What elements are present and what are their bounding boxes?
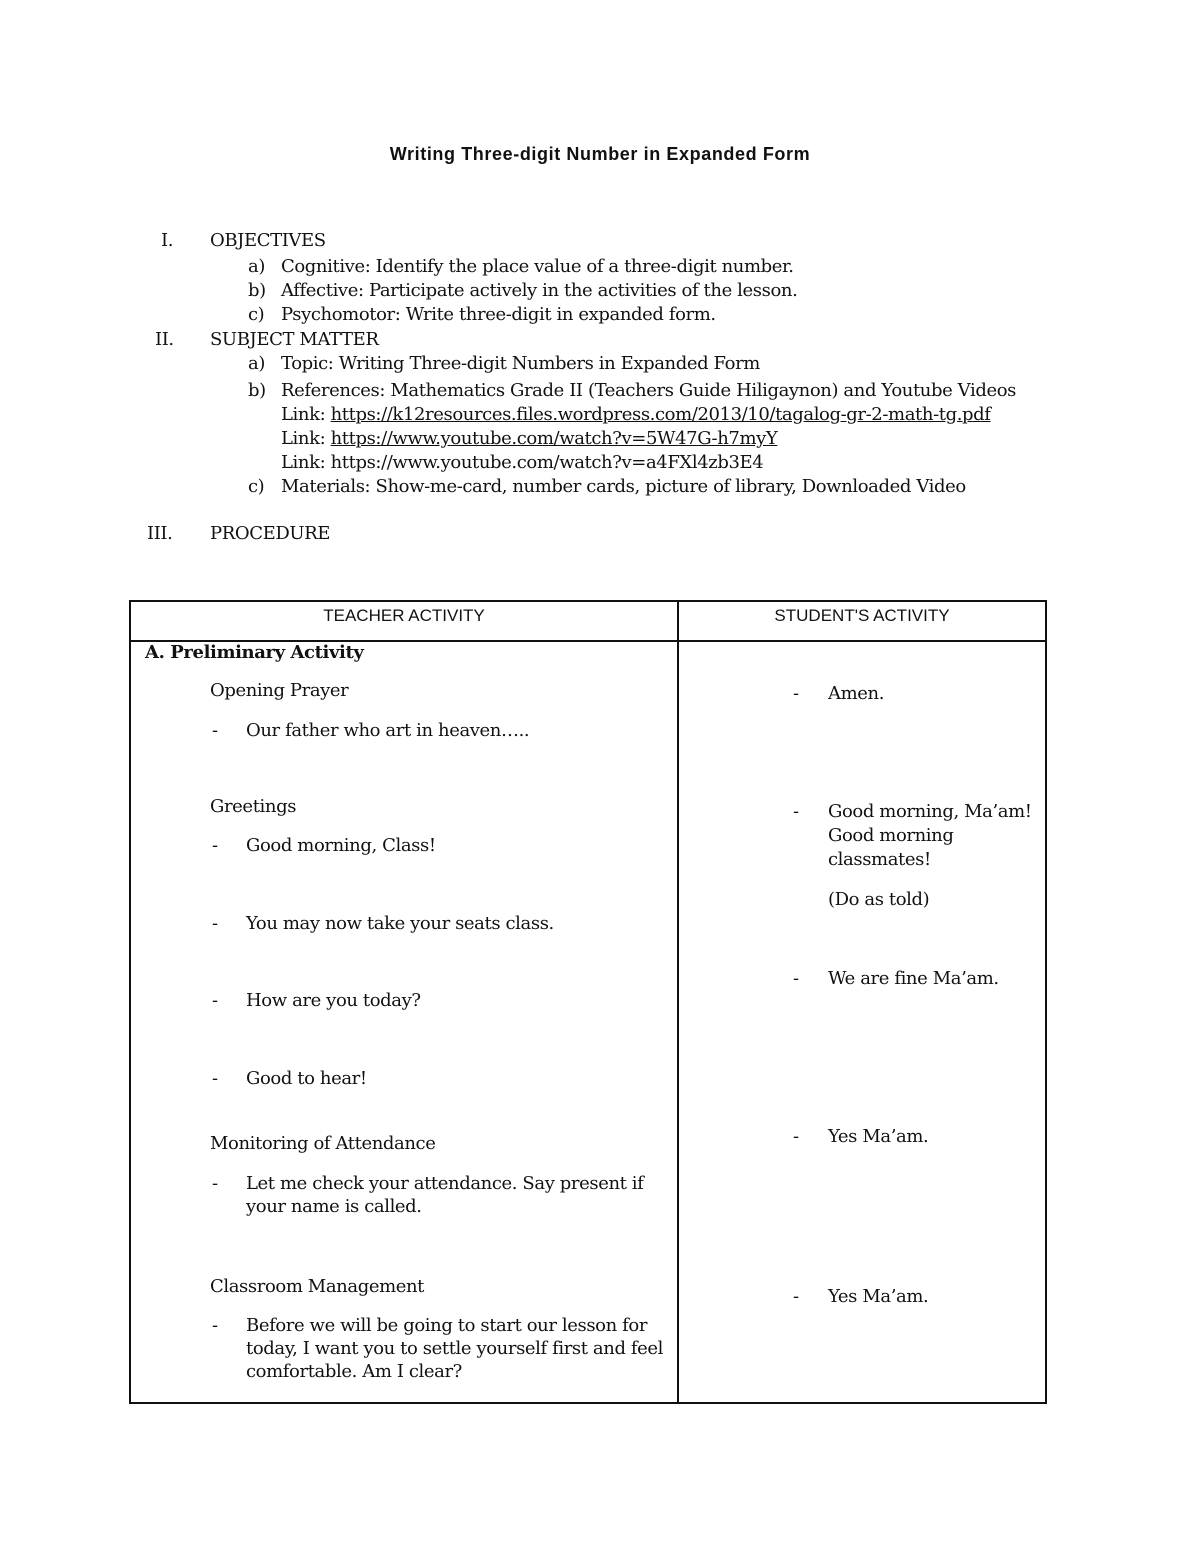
objective-marker-b: b) [248, 280, 266, 301]
section-heading-objectives: OBJECTIVES [210, 230, 326, 251]
section-numeral-subject-matter: II. [155, 329, 174, 350]
dash-marker: - [793, 801, 799, 822]
tg-pdf-link[interactable]: https://k12resources.files.wordpress.com/2013/10/tagalog-gr-2-math-tg.pdf [330, 404, 991, 425]
subject-marker-a: a) [248, 353, 265, 374]
header-teacher-activity: TEACHER ACTIVITY [323, 606, 485, 625]
subject-marker-b: b) [248, 380, 266, 401]
dash-marker: - [212, 990, 218, 1011]
objective-marker-c: c) [248, 304, 265, 325]
subject-materials: Materials: Show-me-card, number cards, picture of library, Downloaded Video [281, 476, 966, 497]
objective-psychomotor: Psychomotor: Write three-digit in expanded form. [281, 304, 716, 325]
preliminary-activity-heading: A. Preliminary Activity [145, 642, 364, 663]
greet-class-line: Good morning, Class! [246, 835, 436, 856]
classroom-management-item: Classroom Management [210, 1276, 425, 1297]
student-yes-management: Yes Ma’am. [828, 1286, 929, 1307]
section-numeral-objectives: I. [161, 230, 174, 251]
student-greet-line-1: Good morning, Ma’am! [828, 801, 1032, 822]
section-heading-subject-matter: SUBJECT MATTER [210, 329, 379, 350]
link-prefix: Link: [281, 428, 331, 449]
subject-marker-c: c) [248, 476, 265, 497]
section-heading-procedure: PROCEDURE [210, 523, 331, 544]
dash-marker: - [212, 1173, 218, 1194]
dash-marker: - [212, 913, 218, 934]
attendance-item: Monitoring of Attendance [210, 1133, 436, 1154]
opening-prayer-item: Opening Prayer [210, 680, 349, 701]
attendance-line-2: your name is called. [246, 1196, 422, 1217]
greetings-item: Greetings [210, 796, 297, 817]
attendance-line-1: Let me check your attendance. Say present if [246, 1173, 644, 1194]
student-yes-attendance: Yes Ma’am. [828, 1126, 929, 1147]
dash-marker: - [212, 720, 218, 741]
dash-marker: - [793, 1126, 799, 1147]
management-line-1: Before we will be going to start our lesson for [246, 1315, 648, 1336]
objective-cognitive: Cognitive: Identify the place value of a three-digit number. [281, 256, 794, 277]
how-are-you-line: How are you today? [246, 990, 421, 1011]
reference-link-1 [281, 404, 991, 425]
dash-marker: - [793, 1286, 799, 1307]
dash-marker: - [793, 968, 799, 989]
document-title: Writing Three-digit Number in Expanded Form [389, 144, 811, 164]
dash-marker: - [212, 1068, 218, 1089]
subject-references: References: Mathematics Grade II (Teachers Guide Hiligaynon) and Youtube Videos [281, 380, 1016, 401]
dash-marker: - [212, 1315, 218, 1336]
header-student-activity: STUDENT'S ACTIVITY [774, 606, 950, 625]
reference-link-2 [281, 428, 777, 449]
youtube-link-1[interactable]: https://www.youtube.com/watch?v=5W47G-h7myY [330, 428, 778, 449]
student-do-as-told: (Do as told) [828, 889, 930, 910]
student-amen: Amen. [828, 683, 885, 704]
subject-topic: Topic: Writing Three-digit Numbers in Expanded Form [281, 353, 760, 374]
student-greet-line-2: Good morning [828, 825, 954, 846]
take-seats-line: You may now take your seats class. [246, 913, 554, 934]
link-prefix: Link: [281, 452, 331, 473]
column-divider [677, 602, 679, 1402]
objective-marker-a: a) [248, 256, 265, 277]
link-prefix: Link: [281, 404, 331, 425]
youtube-link-2: https://www.youtube.com/watch?v=a4FXl4zb3E4 [330, 452, 764, 473]
good-to-hear-line: Good to hear! [246, 1068, 367, 1089]
student-fine: We are fine Ma’am. [828, 968, 999, 989]
student-greet-line-3: classmates! [828, 849, 931, 870]
prayer-line: Our father who art in heaven….. [246, 720, 530, 741]
management-line-2: today, I want you to settle yourself first and feel [246, 1338, 664, 1359]
dash-marker: - [793, 683, 799, 704]
reference-link-3 [281, 452, 763, 473]
objective-affective: Affective: Participate actively in the activities of the lesson. [281, 280, 798, 301]
dash-marker: - [212, 835, 218, 856]
section-numeral-procedure: III. [147, 523, 173, 544]
management-line-3: comfortable. Am I clear? [246, 1361, 462, 1382]
